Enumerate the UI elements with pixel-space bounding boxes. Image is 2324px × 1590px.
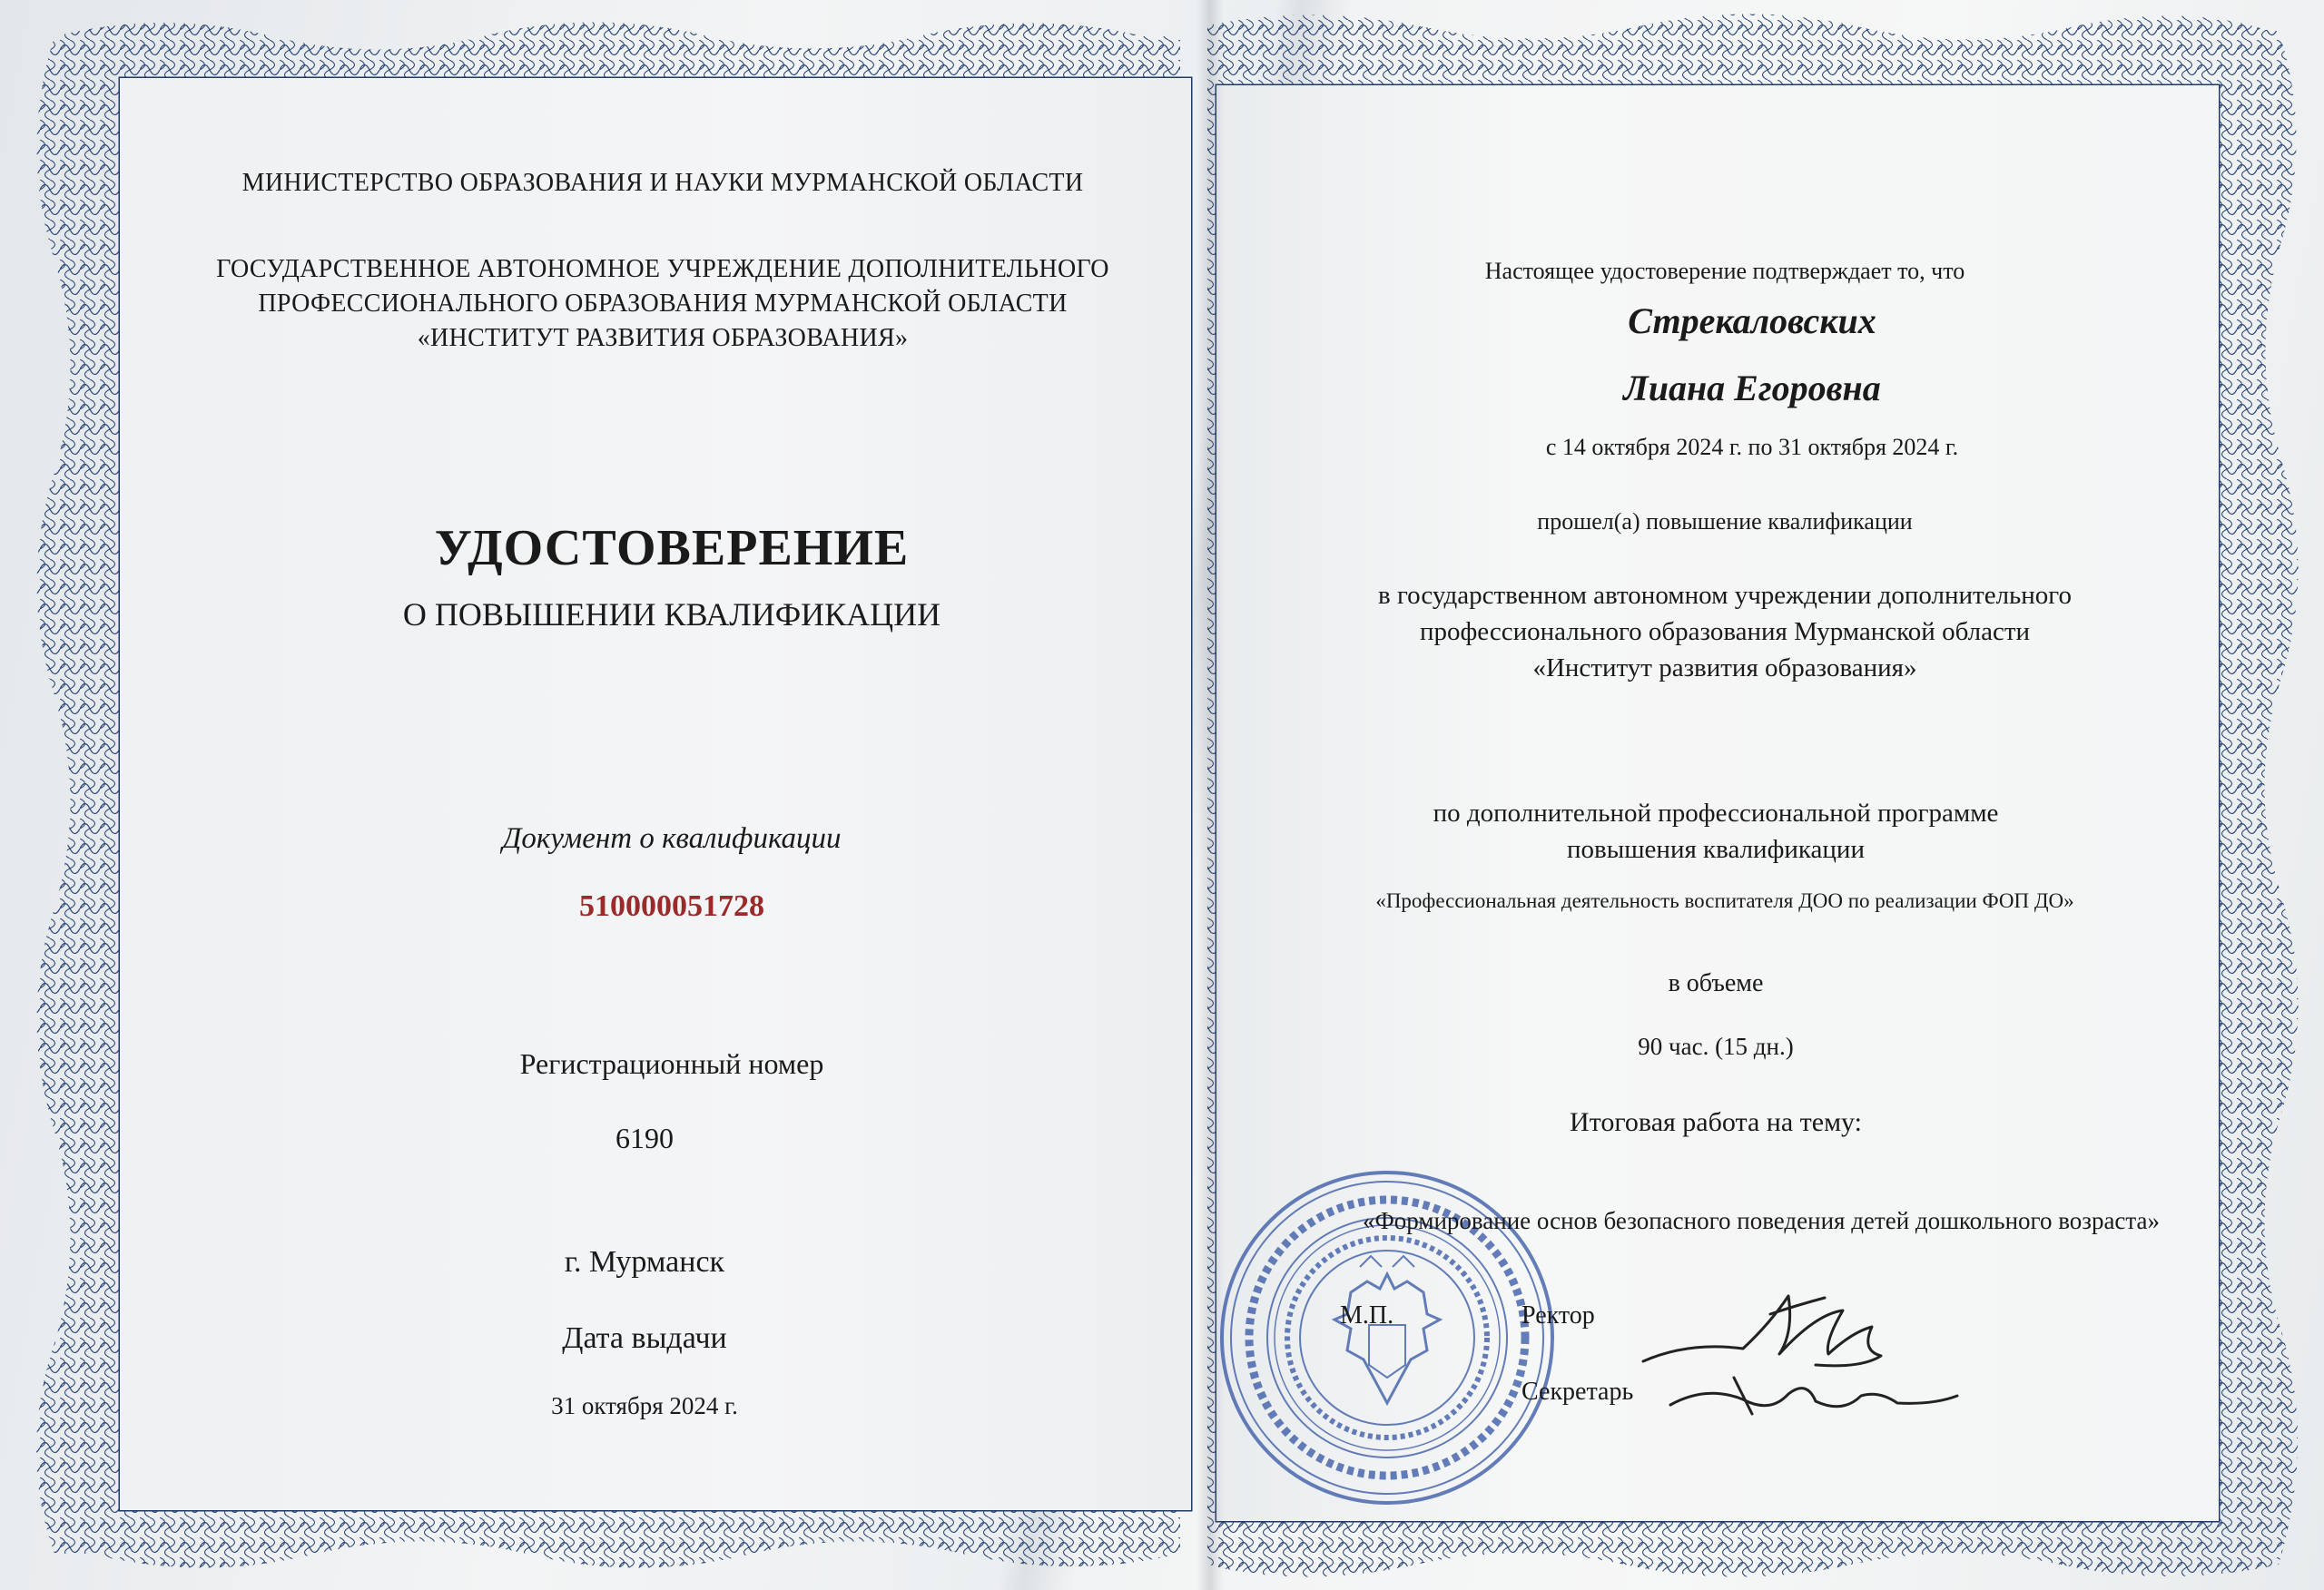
- holder-given-names: Лиана Егоровна: [1623, 368, 1881, 408]
- institution-name: [136, 252, 1189, 356]
- signatures: [1634, 1278, 1961, 1441]
- rector-label: Ректор: [1521, 1301, 1595, 1330]
- thesis-label: Итоговая работа на тему:: [1569, 1107, 1863, 1137]
- training-organization: [1271, 577, 2179, 686]
- registration-label: Регистрационный номер: [519, 1047, 824, 1080]
- volume-label: в объеме: [1668, 969, 1764, 997]
- volume-value: 90 час. (15 дн.): [1638, 1033, 1794, 1060]
- program-name: «Профессиональная деятельность воспитателя ДОО по реализации ФОП ДО»: [1375, 889, 2074, 912]
- organization-line: «Институт развития образования»: [1532, 653, 1917, 682]
- institution-line: ГОСУДАРСТВЕННОЕ АВТОНОМНОЕ УЧРЕЖДЕНИЕ ДОПОЛНИТЕЛЬНОГО: [216, 255, 1109, 283]
- program-line: по дополнительной профессиональной программе: [1433, 799, 1999, 828]
- holder-surname: Стрекаловских: [1628, 300, 1876, 341]
- stamp-place-label: М.П.: [1340, 1301, 1394, 1330]
- institution-line: ПРОФЕССИОНАЛЬНОГО ОБРАЗОВАНИЯ МУРМАНСКОЙ ОБЛАСТИ: [258, 290, 1068, 318]
- issue-date: 31 октября 2024 г.: [551, 1392, 738, 1419]
- certify-text: Настоящее удостоверение подтверждает то, что: [1484, 258, 1965, 284]
- training-period: с 14 октября 2024 г. по 31 октября 2024 г.: [1545, 434, 1959, 460]
- document-title: УДОСТОВЕРЕНИЕ: [434, 520, 910, 576]
- document-subtitle: О ПОВЫШЕНИИ КВАЛИФИКАЦИИ: [402, 596, 941, 633]
- secretary-label: Секретарь: [1521, 1378, 1634, 1406]
- issue-date-label: Дата выдачи: [562, 1321, 727, 1355]
- qualification-doc-label: Документ о квалификации: [502, 822, 842, 855]
- organization-line: профессионального образования Мурманской области: [1419, 617, 2031, 646]
- registration-number: 6190: [615, 1122, 674, 1154]
- organization-line: в государственном автономном учреждении дополнительного: [1378, 581, 2072, 610]
- issue-city: г. Мурманск: [564, 1245, 725, 1279]
- ministry-name: МИНИСТЕРСТВО ОБРАЗОВАНИЯ И НАУКИ МУРМАНСКОЙ ОБЛАСТИ: [241, 169, 1084, 197]
- passed-text: прошел(а) повышение квалификации: [1537, 508, 1913, 535]
- program-type: [1271, 795, 2161, 868]
- thesis-title: «Формирование основ безопасного поведения детей дошкольного возраста»: [1362, 1207, 2161, 1234]
- institution-line: «ИНСТИТУТ РАЗВИТИЯ ОБРАЗОВАНИЯ»: [417, 324, 909, 352]
- qualification-doc-number: 510000051728: [579, 889, 764, 923]
- program-line: повышения квалификации: [1567, 835, 1865, 864]
